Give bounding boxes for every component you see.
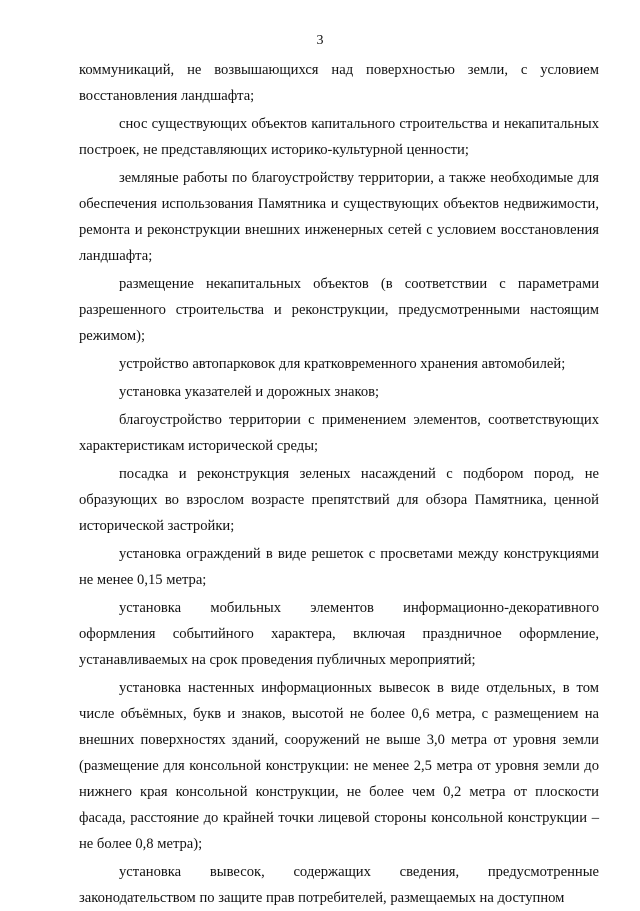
paragraph-green-plantings: посадка и реконструкция зеленых насаждений с подбором пород, не образующих во взрослом возрасте препятствий для обзора Памятника, ценной исторической застройки; [79, 466, 599, 534]
document-body [79, 57, 599, 911]
paragraph-landscaping: благоустройство территории с применением элементов, соответствующих характеристикам исторической среды; [79, 412, 599, 454]
paragraph-continuation: коммуникаций, не возвышающихся над поверхностью земли, с условием восстановления ландшафта; [79, 62, 599, 104]
paragraph-road-signs: установка указателей и дорожных знаков; [119, 384, 380, 400]
paragraph-parking: устройство автопарковок для кратковременного хранения автомобилей; [119, 356, 566, 372]
paragraph-consumer-signs: установка вывесок, содержащих сведения, предусмотренные законодательством по защите прав потребителей, размещаемых на доступном [79, 864, 599, 906]
paragraph-demolition: снос существующих объектов капитального строительства и некапитальных построек, не представляющих историко-культурной ценности; [79, 116, 599, 158]
page-number: 3 [316, 33, 324, 48]
paragraph-non-capital-objects: размещение некапитальных объектов (в соответствии с параметрами разрешенного строительства и реконструкции, предусмотренными настоящим режимом); [79, 276, 599, 344]
paragraph-mobile-decor: установка мобильных элементов информационно-декоративного оформления событийного характера, включая праздничное оформление, устанавливаемых на срок проведения публичных мероприятий; [79, 600, 599, 668]
paragraph-wall-signs: установка настенных информационных вывесок в виде отдельных, в том числе объёмных, букв и знаков, высотой не более 0,6 метра, с размещением на внешних поверхностях зданий, сооружений не выше 3,0 метра от уровня земли (размещение для консольной конструкции: не менее 2,5 метра от уровня земли до нижнего края консольной конструкции, не более чем 0,2 метра от плоскости фасада, расстояние до крайней точки лицевой стороны консольной конструкции – не более 0,8 метра); [79, 680, 599, 852]
paragraph-fences: установка ограждений в виде решеток с просветами между конструкциями не менее 0,15 метра; [79, 546, 599, 588]
paragraph-earthworks: земляные работы по благоустройству территории, а также необходимые для обеспечения использования Памятника и существующих объектов недвижимости, ремонта и реконструкции внешних инженерных сетей с условием восстановления ландшафта; [79, 170, 599, 264]
